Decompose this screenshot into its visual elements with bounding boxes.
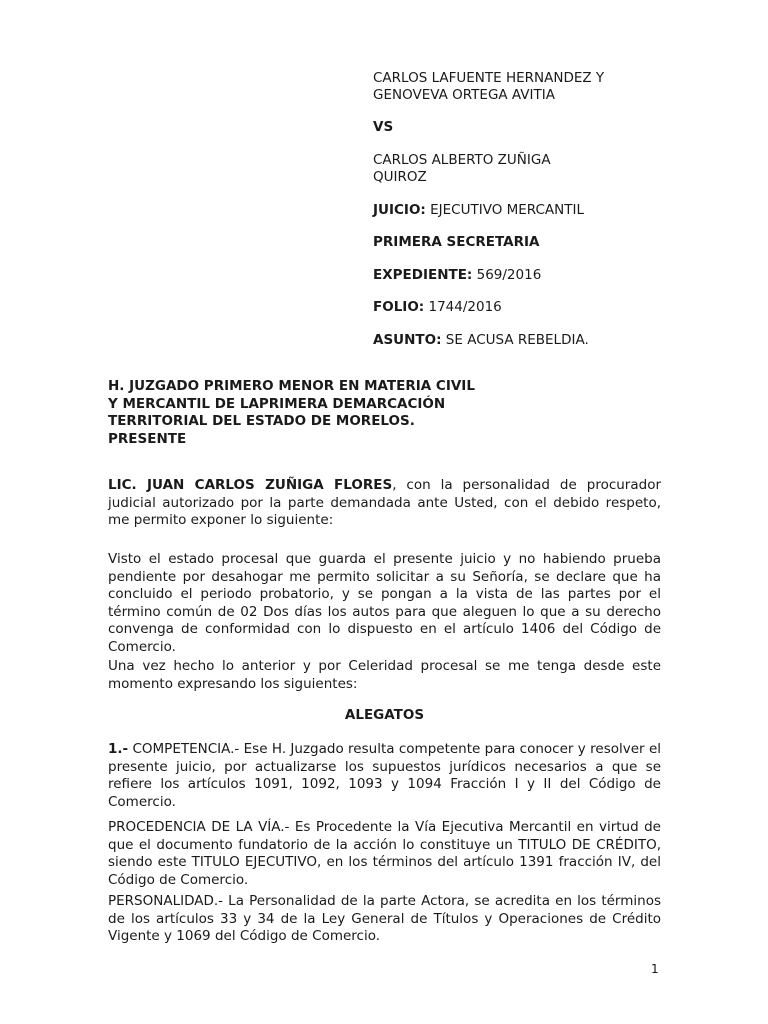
juicio-label: JUICIO: xyxy=(373,202,426,218)
paragraph-2: Una vez hecho lo anterior y por Celeridad procesal se me tenga desde este momento expresando los siguientes: xyxy=(108,658,661,692)
court-address xyxy=(108,378,668,448)
defendant-line-2: QUIROZ xyxy=(373,169,427,185)
expediente-value: 569/2016 xyxy=(472,267,542,283)
court-line-1: H. JUZGADO PRIMERO MENOR EN MATERIA CIVIL xyxy=(108,378,475,394)
defendant-line-1: CARLOS ALBERTO ZUÑIGA xyxy=(373,152,551,168)
paragraph-1: Visto el estado procesal que guarda el presente juicio y no habiendo prueba pendiente por desahogar me permito solicitar a su Señoría, se declare que ha concluido el periodo probatorio, y se pongan a la vista de las partes por el término común de 02 Dos días los autos para que aleguen lo que a su derecho convenga de conformidad con lo dispuesto en el artículo 1406 del Código de Comercio. xyxy=(108,551,661,655)
juicio-value: EJECUTIVO MERCANTIL xyxy=(425,202,585,218)
competencia-number: 1.- xyxy=(108,741,129,757)
lawyer-name: LIC. JUAN CARLOS ZUÑIGA FLORES xyxy=(108,477,393,493)
personalidad-paragraph: PERSONALIDAD.- La Personalidad de la parte Actora, se acredita en los términos de los artículos 33 y 34 de la Ley General de Títulos y Operaciones de Crédito Vigente y 1069 del Código de Comercio. xyxy=(108,893,661,945)
juicio-field xyxy=(373,202,703,219)
case-parties xyxy=(373,70,703,104)
asunto-field xyxy=(373,332,703,349)
asunto-value: SE ACUSA REBELDIA. xyxy=(441,332,589,348)
intro-text: , con la personalidad de procurador judicial autorizado por la parte demandada ante Usted, con el debido respeto, me permito exponer lo siguiente: xyxy=(108,477,662,529)
folio-field xyxy=(373,299,703,316)
page-number: 1 xyxy=(651,962,659,976)
court-line-3: TERRITORIAL DEL ESTADO DE MORELOS. xyxy=(108,413,415,429)
alegatos-heading: ALEGATOS xyxy=(344,707,425,723)
intro-paragraph xyxy=(108,477,661,530)
competencia-text: COMPETENCIA.- Ese H. Juzgado resulta competente para conocer y resolver el presente juicio, por actualizarse los supuestos jurídicos necesarios a que se refiere los artículos 1091, 1092, 1093 y 1094 Fracción I y II del Código de Comercio. xyxy=(108,741,661,810)
court-line-4: PRESENTE xyxy=(108,430,187,447)
folio-value: 1744/2016 xyxy=(424,299,502,315)
procedencia-paragraph: PROCEDENCIA DE LA VÍA.- Es Procedente la Vía Ejecutiva Mercantil en virtud de que el documento fundatorio de la acción lo constituye un TITULO DE CRÉDITO, siendo este TITULO EJECUTIVO, en los términos del artículo 1391 fracción IV, del Código de Comercio. xyxy=(108,819,661,888)
secretaria-field: PRIMERA SECRETARIA xyxy=(373,234,540,250)
parties-line-1: CARLOS LAFUENTE HERNANDEZ Y xyxy=(373,70,605,86)
defendant-name xyxy=(373,152,703,186)
asunto-label: ASUNTO: xyxy=(373,332,442,348)
court-line-2: Y MERCANTIL DE LAPRIMERA DEMARCACIÓN xyxy=(108,395,446,412)
folio-label: FOLIO: xyxy=(373,299,425,315)
parties-line-2: GENOVEVA ORTEGA AVITIA xyxy=(373,87,555,103)
expediente-field xyxy=(373,267,703,284)
expediente-label: EXPEDIENTE: xyxy=(373,267,473,283)
versus-label: VS xyxy=(373,119,394,135)
competencia-paragraph xyxy=(108,741,661,811)
